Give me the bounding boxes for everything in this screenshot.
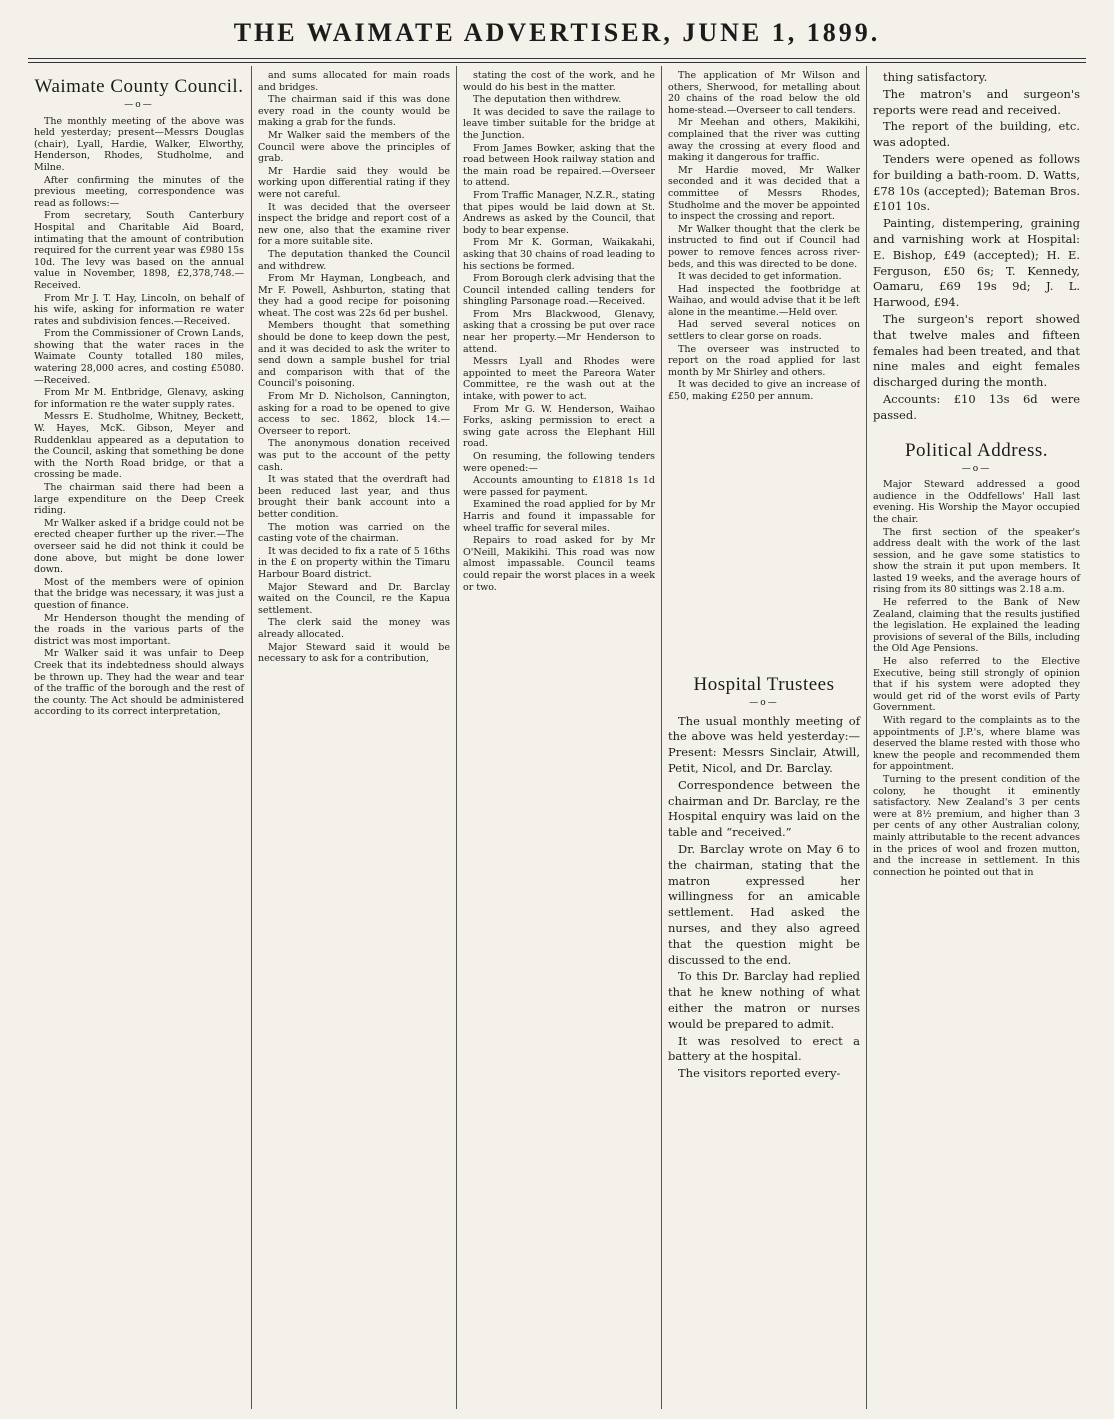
article-paragraph: Correspondence between the chairman and Dr. Barclay, re the Hospital enquiry was laid on the table and “received.” — [668, 777, 860, 840]
article-paragraph: The report of the building, etc. was adopted. — [873, 119, 1080, 150]
article-paragraph: The visitors reported every- — [678, 1066, 841, 1081]
article-paragraph: From Mr G. W. Henderson, Waihao Forks, asking permission to erect a swing gate across the Elephant Hill road. — [463, 403, 655, 450]
article-paragraph: The surgeon's report showed that twelve males and fifteen females had been treated, and that nine males and eight females discharged during the month. — [873, 311, 1080, 390]
article-paragraph: Mr Hardie moved, Mr Walker seconded and it was decided that a committee of Messrs Rhodes, Studholme and the mover be appointed to inspect the crossing and report. — [668, 164, 860, 223]
article-paragraph: The monthly meeting of the above was held yesterday; present—Messrs Douglas (chair), Lyall, Hardie, Walker, Elworthy, Henderson, Rhodes, Studholme, and Milne. — [34, 115, 244, 173]
column-4 — [662, 70, 866, 1409]
council-continuation — [668, 70, 860, 660]
article-paragraph: The clerk said the money was already allocated. — [258, 617, 450, 640]
heading-ornament: —o— — [961, 463, 992, 474]
article-paragraph: Accounts: £10 13s 6d were passed. — [873, 391, 1080, 422]
article-paragraph: Mr Henderson thought the mending of the roads in the various parts of the district was most important. — [34, 612, 244, 647]
article-paragraph: It was decided to give an increase of £50, making £250 per annum. — [668, 379, 860, 403]
article-paragraph: To this Dr. Barclay had replied that he knew nothing of what either the matron or nurses would be prepared to admit. — [668, 969, 860, 1031]
article-paragraph: Major Steward said it would be necessary to ask for a contribution, — [258, 641, 450, 665]
column-1 — [28, 70, 250, 1409]
article-paragraph: Mr Hardie said they would be working upon differential rating if they were not careful. — [258, 165, 450, 200]
article-paragraph: thing satisfactory. — [883, 70, 988, 84]
article-paragraph: Dr. Barclay wrote on May 6 to the chairman, stating that the matron expressed her willingness for an amicable settlement. Had asked the nurses, and they also agreed that the question might be discussed to the end. — [668, 841, 860, 967]
article-paragraph: It was decided to save the railage to leave timber suitable for the bridge at the Junction. — [463, 106, 655, 141]
article-paragraph: The application of Mr Wilson and others, Sherwood, for metalling about 20 chains of the road below the old home-stead.—Overseer to call tenders. — [668, 70, 860, 116]
article-paragraph: The first section of the speaker's address dealt with the work of the last session, and he gave some statistics to show the strain it put upon members. It lasted 19 weeks, and the average hours of rising from its 80 sittings was 2.18 a.m. — [873, 526, 1080, 596]
article-paragraph: Repairs to road asked for by Mr O'Neill, Makikihi. This road was now almost impassable. Council teams could repair the worst places in a week or two. — [463, 535, 655, 593]
article-paragraph: The anonymous donation received was put to the account of the petty cash. — [258, 438, 450, 473]
article-paragraph: From Borough clerk advising that the Council intended calling tenders for shingling Parsonage road.—Received. — [463, 273, 655, 308]
article-paragraph: The usual monthly meeting of the above was held yesterday:—Present: Messrs Sinclair, Atwill, Petit, Nicol, and Dr. Barclay. — [668, 713, 860, 775]
article-paragraph: and sums allocated for main roads and bridges. — [258, 70, 450, 93]
article-paragraph: After confirming the minutes of the previous meeting, correspondence was read as follows:— — [34, 174, 244, 209]
article-paragraph: Painting, distempering, graining and varnishing work at Hospital: E. Bishop, £49 (accepted); H. E. Ferguson, £50 6s; T. Kennedy, Oamaru, £69 19s 9d; J. L. Harwood, £94. — [873, 216, 1080, 310]
masthead-rule — [28, 62, 1086, 63]
article-paragraph: It was stated that the overdraft had been reduced last year, and thus brought their bank account into a better condition. — [258, 474, 450, 520]
hospital-continuation — [873, 70, 1080, 424]
article-paragraph: From James Bowker, asking that the road between Hook railway station and the main road be repaired.—Overseer to attend. — [463, 142, 655, 189]
article-paragraph: Mr Meehan and others, Makikihi, complained that the river was cutting away the crossing at every flood and making it dangerous for traffic. — [668, 117, 860, 164]
section-heading-county-council: Waimate County Council. — [34, 76, 244, 97]
heading-ornament: —o— — [124, 100, 154, 110]
article-paragraph: It was decided to get information. — [678, 271, 842, 283]
article-paragraph: It was decided to fix a rate of 5 16ths in the £ on property within the Timaru Harbour Board district. — [258, 545, 450, 580]
article-paragraph: The matron's and surgeon's reports were read and received. — [873, 86, 1080, 117]
article-paragraph: Tenders were opened as follows for building a bath-room. D. Watts, £78 10s (accepted); Bateman Bros. £101 10s. — [873, 151, 1080, 214]
section-heading-hospital-trustees: Hospital Trustees — [693, 674, 835, 695]
article-paragraph: The deputation thanked the Council and withdrew. — [258, 248, 450, 272]
article-paragraph: The chairman said there had been a large expenditure on the Deep Creek riding. — [34, 482, 244, 517]
article-paragraph: It was decided that the overseer inspect the bridge and report cost of a new one, also that the examine river for a more suitable site. — [258, 201, 450, 248]
article-paragraph: He referred to the Bank of New Zealand, claiming that the results justified the legislation. He explained the leading provisions of several of the Bills, including the Old Age Pensions. — [873, 597, 1080, 655]
masthead: THE WAIMATE ADVERTISER, JUNE 1, 1899. — [233, 18, 881, 47]
column-3 — [457, 70, 661, 1409]
section-heading-political-address: Political Address. — [904, 439, 1049, 461]
article-paragraph: Mr Walker asked if a bridge could not be erected cheaper further up the river.—The overseer said he did not think it could be done above, but might be done lower down. — [34, 517, 244, 576]
article-paragraph: On resuming, the following tenders were opened:— — [463, 451, 655, 474]
article-paragraph: From Mr K. Gorman, Waikakahi, asking that 30 chains of road leading to his sections be formed. — [463, 237, 655, 272]
article-paragraph: It was resolved to erect a battery at the hospital. — [668, 1033, 860, 1064]
article-paragraph: From Mr M. Entbridge, Glenavy, asking for information re the water supply rates. — [34, 387, 244, 410]
article-paragraph: Major Steward and Dr. Barclay waited on the Council, re the Kapua settlement. — [258, 581, 450, 616]
article-paragraph: Examined the road applied for by Mr Harris and found it impassable for wheel traffic for several miles. — [463, 499, 655, 534]
article-paragraph: From Mr D. Nicholson, Cannington, asking for a road to be opened to give access to sec. 1862, block 14.—Overseer to report. — [258, 391, 450, 437]
article-paragraph: Mr Walker thought that the clerk be instructed to find out if Council had power to remove fences across river-beds, and this was directed to be done. — [668, 223, 860, 270]
article-paragraph: Accounts amounting to £1818 1s 1d were passed for payment. — [463, 475, 655, 498]
hospital-article — [668, 714, 860, 1082]
article-paragraph: Messrs E. Studholme, Whitney, Beckett, W. Hayes, McK. Gibson, Meyer and Ruddenklau appeared as a deputation to the Council, asking that something be done with the North Road bridge, or that a crossing be made. — [34, 411, 244, 481]
column-6 — [867, 70, 1086, 1409]
article-paragraph: He also referred to the Elective Executive, being still strongly of opinion that if his system were adopted they would get rid of the worst evils of Party Government. — [873, 656, 1080, 714]
article-paragraph: With regard to the complaints as to the appointments of J.P.'s, where blame was deserved the blame rested with those who knew the people and recommended them for appointment. — [873, 715, 1080, 773]
article-paragraph: Had inspected the footbridge at Waihao, and would advise that it be left alone in the meantime.—Held over. — [668, 283, 860, 318]
article-paragraph: From Mrs Blackwood, Glenavy, asking that a crossing be put over race near her property.—Mr Henderson to attend. — [463, 308, 655, 355]
article-paragraph: The deputation then withdrew. — [473, 94, 622, 106]
column-2 — [252, 70, 456, 1409]
article-paragraph: From secretary, South Canterbury Hospital and Charitable Aid Board, intimating that the amount of contribution required for the current year was £980 15s 10d. The levy was based on the annual value in November, 1898, £2,378,748.—Received. — [34, 210, 244, 291]
article-paragraph: From Mr Hayman, Longbeach, and Mr F. Powell, Ashburton, stating that they had a good recipe for poisoning wheat. The cost was 22s 6d per bushel. — [258, 273, 450, 319]
article-paragraph: Members thought that something should be done to keep down the pest, and it was decided to ask the writer to send down a sample bushel for trial and comparison with that of the Council's poisoning. — [258, 320, 450, 390]
article-paragraph: Mr Walker said the members of the Council were above the principles of grab. — [258, 129, 450, 165]
article-paragraph: Most of the members were of opinion that the bridge was necessary, it was just a question of finance. — [34, 576, 244, 611]
article-paragraph: stating the cost of the work, and he would do his best in the matter. — [463, 70, 655, 93]
article-paragraph: From Mr J. T. Hay, Lincoln, on behalf of his wife, asking for information re water rates and subdivision fences.—Received. — [34, 292, 244, 327]
article-paragraph: Messrs Lyall and Rhodes were appointed to meet the Pareora Water Committee, re the wash out at the intake, with power to act. — [463, 356, 655, 403]
article-paragraph: The motion was carried on the casting vote of the chairman. — [258, 521, 450, 545]
masthead-rule — [28, 58, 1086, 59]
article-paragraph: Major Steward addressed a good audience in the Oddfellows' Hall last evening. His Worship the Mayor occupied the chair. — [873, 479, 1080, 525]
heading-ornament: —o— — [749, 698, 779, 708]
article-paragraph: The chairman said if this was done every road in the county would be making a grab for the funds. — [258, 94, 450, 129]
article-paragraph: From Traffic Manager, N.Z.R., stating that pipes would be laid down at St. Andrews as asked by the Council, that body to bear expense. — [463, 189, 655, 236]
article-paragraph: Had served several notices on settlers to clear gorse on roads. — [668, 319, 860, 343]
article-paragraph: From the Commissioner of Crown Lands, showing that the water races in the Waimate County totalled 180 miles, watering 28,000 acres, and costing £5080.—Received. — [34, 328, 244, 386]
article-paragraph: Turning to the present condition of the colony, he thought it eminently satisfactory. New Zealand's 3 per cents were at 8½ premium, and higher than 3 per cents of any other Australian colony, mainly attributable to the recent advances in the prices of wool and frozen mutton, and the increase in settlement. In this connection he pointed out that in — [873, 773, 1080, 878]
article-paragraph: The overseer was instructed to report on the road applied for last month by Mr Shirley and others. — [668, 343, 860, 378]
article-paragraph: Mr Walker said it was unfair to Deep Creek that its indebtedness should always be thrown up. They had the wear and tear of the traffic of the borough and the rest of the county. The Act should be administered according to its correct interpretation, — [34, 648, 244, 718]
